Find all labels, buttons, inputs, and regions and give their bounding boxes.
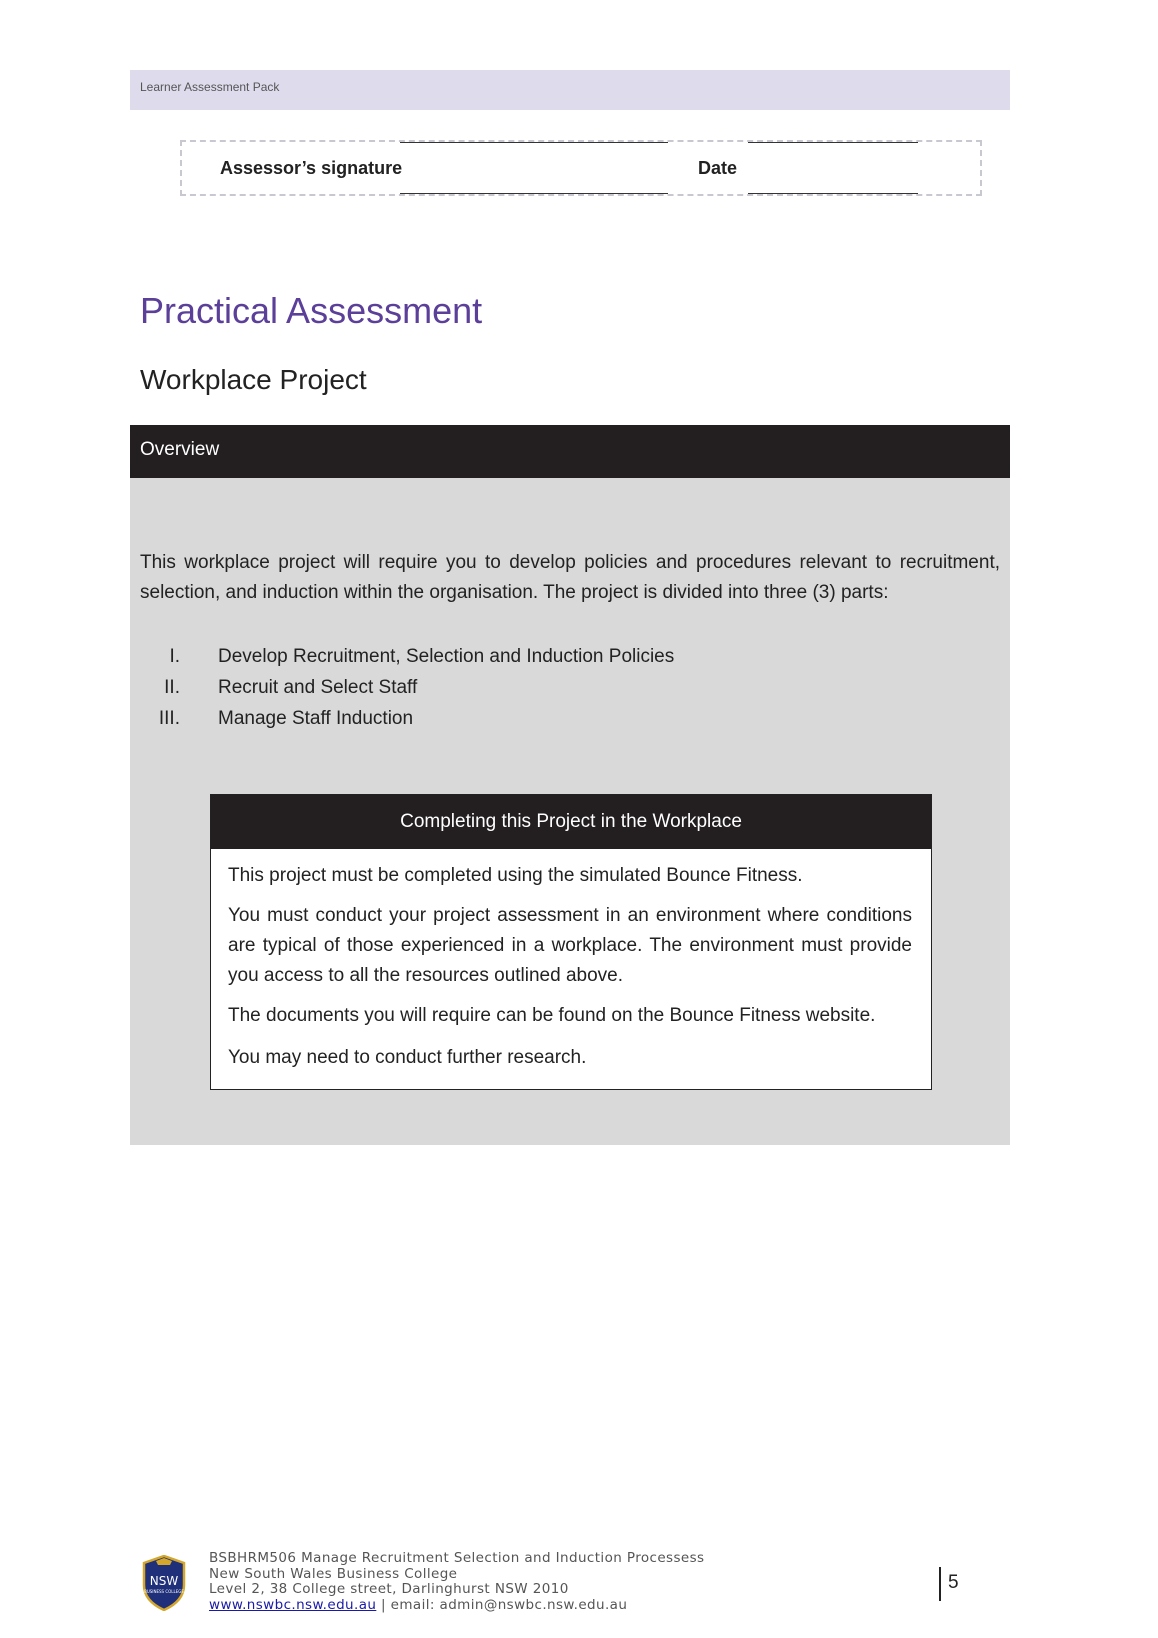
page-number-divider <box>939 1567 941 1601</box>
footer-course: BSBHRM506 Manage Recruitment Selection and Induction Processess <box>209 1550 705 1566</box>
footer-info <box>209 1551 704 1613</box>
header-band <box>130 70 1010 110</box>
logo-subtext: BUSINESS COLLEGE <box>144 1589 184 1594</box>
workplace-paragraph: You must conduct your project assessment in an environment where conditions are typical of those experienced in a workplace. The environment must provide you access to all the resources outlined above. <box>228 905 912 986</box>
workplace-paragraph: The documents you will require can be found on the Bounce Fitness website. <box>228 1005 876 1026</box>
workplace-paragraph: This project must be completed using the simulated Bounce Fitness. <box>228 865 803 886</box>
page-title: Practical Assessment <box>140 290 483 331</box>
header-band-text: Learner Assessment Pack <box>140 80 280 94</box>
list-item <box>140 677 1000 708</box>
workplace-paragraph: You may need to conduct further research. <box>228 1047 587 1068</box>
footer-college: New South Wales Business College <box>209 1565 458 1582</box>
footer-contact <box>209 1598 704 1614</box>
list-item-number: III. <box>158 708 180 729</box>
website-link[interactable]: www.nswbc.nsw.edu.au <box>209 1596 377 1613</box>
list-item-number: I. <box>169 646 180 667</box>
date-label: Date <box>698 158 738 178</box>
overview-intro: This workplace project will require you to develop policies and procedures relevant to recruitment, selection, and induction within the organisation. The project is divided into three (3) parts: <box>140 552 1000 603</box>
list-item-text: Develop Recruitment, Selection and Induction Policies <box>218 646 675 667</box>
list-item-text: Manage Staff Induction <box>218 708 414 729</box>
list-item <box>140 646 1000 677</box>
assessor-signature-label: Assessor’s signature <box>220 158 403 178</box>
workplace-info-box <box>210 794 932 1090</box>
date-field[interactable] <box>748 142 918 194</box>
parts-list <box>140 646 1000 739</box>
list-item <box>140 708 1000 739</box>
logo-text: NSW <box>149 1574 179 1588</box>
page-number: 5 <box>948 1572 959 1593</box>
list-item-number: II. <box>164 677 180 698</box>
college-logo <box>142 1555 186 1611</box>
signature-box <box>180 140 982 196</box>
list-item-text: Recruit and Select Staff <box>218 677 418 698</box>
overview-panel <box>130 478 1010 1145</box>
footer-email: | email: admin@nswbc.nsw.edu.au <box>376 1596 628 1613</box>
overview-header <box>130 425 1010 478</box>
overview-heading: Overview <box>140 439 220 460</box>
page-subtitle: Workplace Project <box>140 364 367 395</box>
assessor-signature-field[interactable] <box>400 142 668 194</box>
footer-address: Level 2, 38 College street, Darlinghurst NSW 2010 <box>209 1581 569 1597</box>
workplace-box-heading: Completing this Project in the Workplace <box>211 795 931 849</box>
